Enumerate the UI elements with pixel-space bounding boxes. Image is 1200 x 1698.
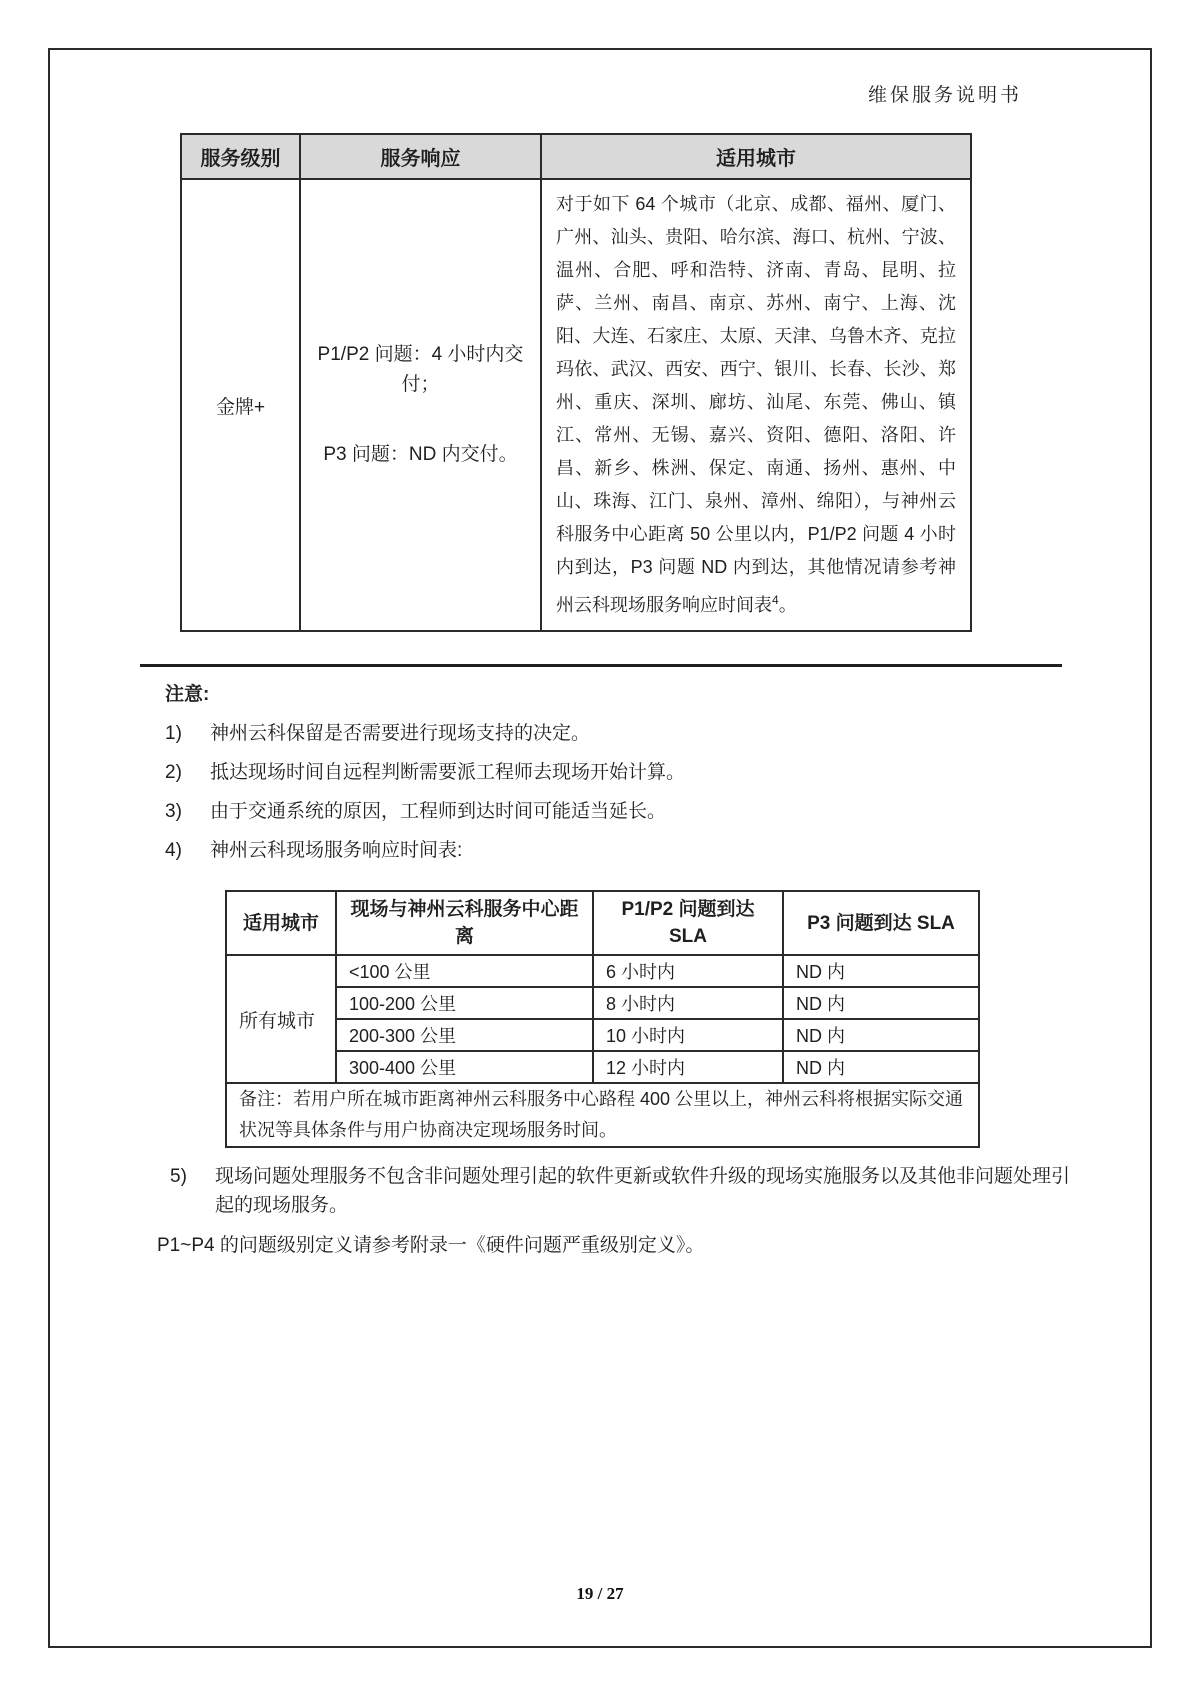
page-number: 19 / 27	[576, 1584, 624, 1603]
service-level-table	[180, 133, 972, 632]
response-line-2: P3 问题：ND 内交付。	[323, 444, 518, 465]
note-number: 2)	[165, 762, 182, 783]
severity-definition-note: P1~P4 的问题级别定义请参考附录一《硬件问题严重级别定义》。	[157, 1235, 705, 1256]
note-text: 抵达现场时间自远程判断需要派工程师去现场开始计算。	[210, 762, 686, 783]
sla-city-scope-cell: 所有城市	[226, 955, 336, 1083]
page-border-frame	[48, 48, 1152, 1648]
service-table-header-cities: 适用城市	[541, 134, 971, 179]
sla-p12-cell: 10 小时内	[593, 1019, 783, 1051]
notes-heading: 注意:	[165, 684, 210, 705]
sla-p12-cell: 6 小时内	[593, 955, 783, 987]
sla-p3-cell: ND 内	[783, 1019, 979, 1051]
document-header-title: 维保服务说明书	[867, 85, 1022, 106]
applicable-cities-cell	[541, 179, 971, 631]
note-number: 1)	[165, 723, 182, 744]
notes-section	[165, 681, 1080, 864]
note-item-4	[165, 837, 1080, 864]
sla-p12-cell: 12 小时内	[593, 1051, 783, 1083]
sla-p3-cell: ND 内	[783, 955, 979, 987]
sla-distance-cell: 100-200 公里	[336, 987, 593, 1019]
sla-header-p12: P1/P2 问题到达 SLA	[593, 891, 783, 955]
note-item-5	[170, 1162, 1075, 1220]
sla-header-distance: 现场与神州云科服务中心距离	[336, 891, 593, 955]
sla-response-time-table	[225, 890, 980, 1148]
note-text: 神州云科保留是否需要进行现场支持的决定。	[210, 723, 591, 744]
sla-remark-row	[226, 1083, 979, 1147]
note-text: 现场问题处理服务不包含非问题处理引起的软件更新或软件升级的现场实施服务以及其他非问题处理引起的现场服务。	[215, 1166, 1071, 1216]
response-line-1: P1/P2 问题：4 小时内交付；	[317, 344, 524, 395]
sla-distance-cell: <100 公里	[336, 955, 593, 987]
sla-table-row	[226, 1051, 979, 1083]
note-item-1	[165, 720, 1080, 747]
footnote-reference: 4	[772, 593, 779, 607]
sla-table-row	[226, 1019, 979, 1051]
note-number: 5)	[170, 1166, 187, 1187]
sla-header-city: 适用城市	[226, 891, 336, 955]
note-text: 神州云科现场服务响应时间表:	[210, 840, 463, 861]
cities-paragraph: 对于如下 64 个城市（北京、成都、福州、厦门、广州、汕头、贵阳、哈尔滨、海口、杭州、宁波、温州、合肥、呼和浩特、济南、青岛、昆明、拉萨、兰州、南昌、南京、苏州、南宁、上海、沈阳、大连、石家庄、太原、天津、乌鲁木齐、克拉玛依、武汉、西安、西宁、银川、长春、长沙、郑州、重庆、深圳、廊坊、汕尾、东莞、佛山、镇江、常州、无锡、嘉兴、资阳、德阳、洛阳、许昌、新乡、株洲、保定、南通、扬州、惠州、中山、珠海、江门、泉州、漳州、绵阳），与神州云科服务中心距离 50 公里以内，P1/P2 问题 4 小时内到达，P3 问题 ND 内到达，其他情况请参考神州云科现场服务响应时间表	[556, 194, 956, 615]
sla-p3-cell: ND 内	[783, 1051, 979, 1083]
service-table-header-response: 服务响应	[300, 134, 541, 179]
service-level-cell: 金牌+	[181, 179, 300, 631]
sla-distance-cell: 300-400 公里	[336, 1051, 593, 1083]
sla-table-row	[226, 987, 979, 1019]
sla-table-row	[226, 955, 979, 987]
note-number: 3)	[165, 801, 182, 822]
note-text: 由于交通系统的原因，工程师到达时间可能适当延长。	[210, 801, 667, 822]
sla-p12-cell: 8 小时内	[593, 987, 783, 1019]
sla-p3-cell: ND 内	[783, 987, 979, 1019]
service-table-row	[181, 179, 971, 631]
sla-distance-cell: 200-300 公里	[336, 1019, 593, 1051]
service-table-header-level: 服务级别	[181, 134, 300, 179]
section-divider-rule	[140, 664, 1062, 667]
service-table-header-row	[181, 134, 971, 179]
sla-table-header-row	[226, 891, 979, 955]
note-item-2	[165, 759, 1080, 786]
cities-paragraph-suffix: 。	[778, 595, 797, 615]
service-response-cell	[300, 179, 541, 631]
note-item-3	[165, 798, 1080, 825]
note-number: 4)	[165, 840, 182, 861]
sla-header-p3: P3 问题到达 SLA	[783, 891, 979, 955]
sla-remark-cell: 备注：若用户所在城市距离神州云科服务中心路程 400 公里以上，神州云科将根据实际交通状况等具体条件与用户协商决定现场服务时间。	[226, 1083, 979, 1147]
